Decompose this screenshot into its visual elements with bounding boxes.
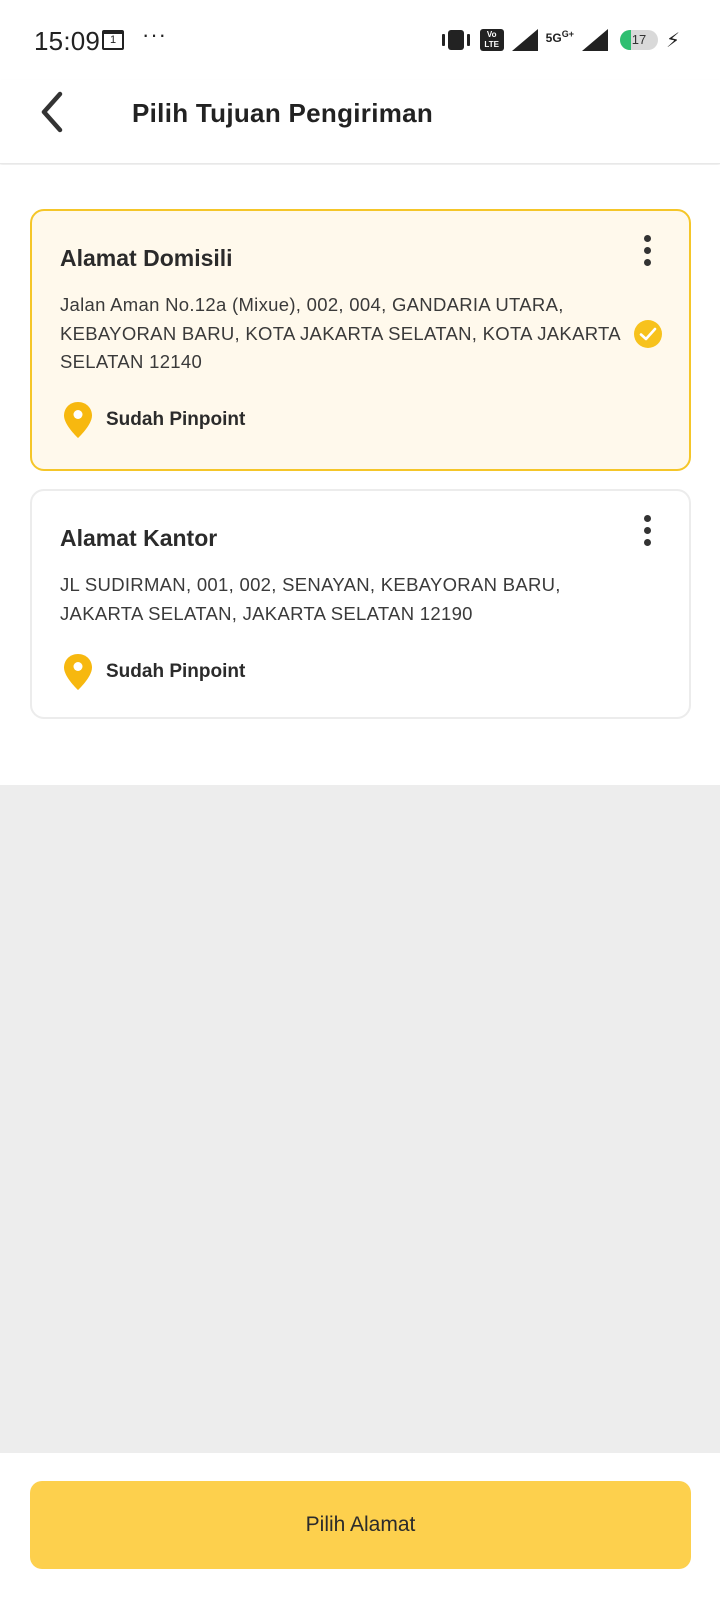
signal-icon-2 [582, 29, 608, 51]
location-pin-icon [62, 401, 94, 439]
app-bar [0, 80, 720, 164]
choose-address-button[interactable]: Pilih Alamat [30, 1481, 691, 1569]
address-name: Alamat Kantor [60, 525, 218, 551]
kebab-menu-icon[interactable] [635, 515, 659, 555]
charging-icon: ⚡︎ [665, 29, 680, 52]
empty-area [0, 785, 720, 1453]
kebab-menu-icon[interactable] [635, 235, 659, 275]
status-bar [0, 0, 720, 80]
network-suffix: G+ [561, 28, 574, 39]
battery-icon [620, 30, 658, 50]
more-notifications-icon: ··· [142, 22, 167, 47]
volte-icon: Vo LTE [480, 29, 504, 51]
address-card-kantor[interactable] [30, 489, 691, 719]
status-time: 15:09 [34, 26, 101, 56]
back-arrow-icon [30, 90, 78, 138]
location-pin-icon [62, 653, 94, 691]
address-card-domisili[interactable] [30, 209, 691, 471]
address-text: JL SUDIRMAN, 001, 002, SENAYAN, KEBAYORAN BARU, JAKARTA SELATAN, JAKARTA SELATAN 12190 [60, 574, 561, 624]
page-title: Pilih Tujuan Pengiriman [132, 98, 434, 128]
vibrate-icon [448, 30, 464, 50]
calendar-icon: 1 [102, 30, 124, 50]
network-type-label [546, 29, 574, 44]
pinpoint-status [62, 653, 245, 691]
battery-level: 17 [631, 32, 647, 47]
pinpoint-label: Sudah Pinpoint [106, 409, 246, 430]
pinpoint-label: Sudah Pinpoint [106, 661, 246, 682]
status-icons [448, 27, 680, 53]
address-name: Alamat Domisili [60, 245, 233, 271]
network-label: 5G [545, 30, 562, 45]
pinpoint-status [62, 401, 245, 439]
address-list [0, 165, 720, 785]
bottom-bar [0, 1453, 720, 1600]
address-text: Jalan Aman No.12a (Mixue), 002, 004, GANDARIA UTARA, KEBAYORAN BARU, KOTA JAKARTA SELATAN, KOTA JAKARTA SELATAN 12140 [60, 294, 620, 372]
signal-icon [512, 29, 538, 51]
check-circle-icon [633, 319, 663, 349]
back-button[interactable] [30, 90, 78, 138]
